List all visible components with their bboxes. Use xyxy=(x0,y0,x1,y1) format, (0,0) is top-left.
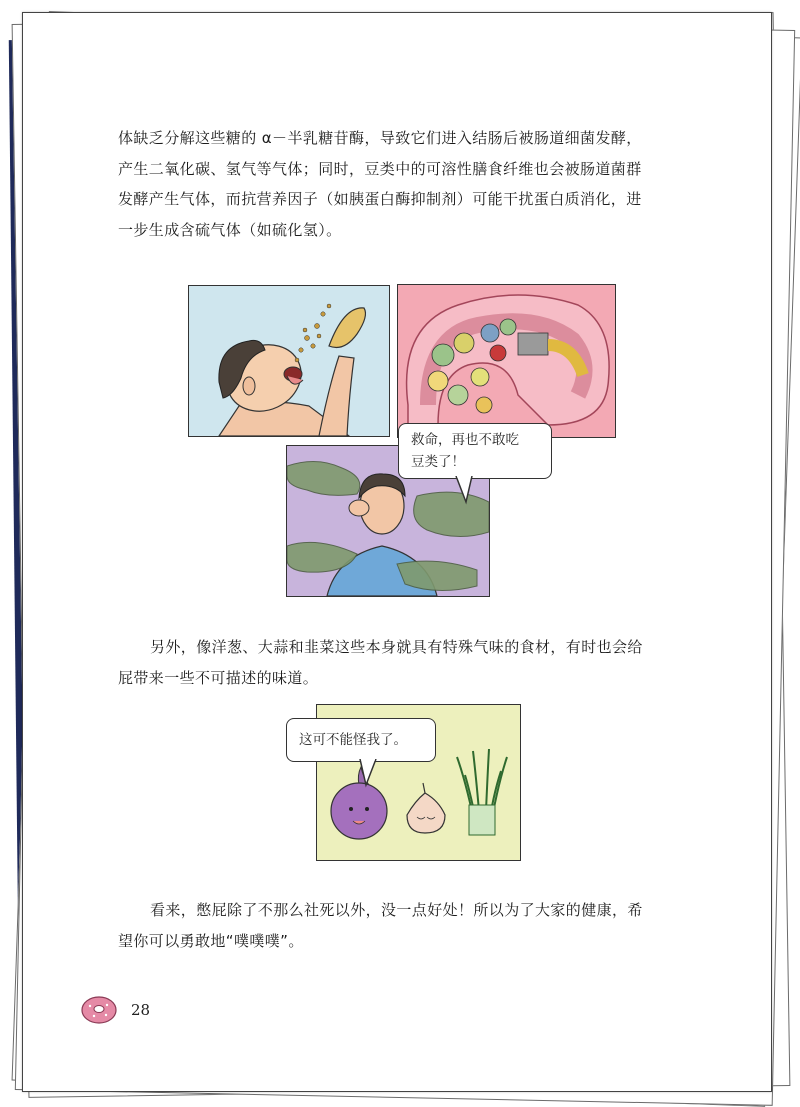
paragraph-conclusion xyxy=(118,895,666,956)
text-line: 发酵产生气体，而抗营养因子（如胰蛋白酶抑制剂）可能干扰蛋白质消化，进 xyxy=(118,190,642,208)
bubble-line: 豆类了！ xyxy=(411,454,465,470)
garlic-icon xyxy=(407,793,445,833)
speech-bubble-help xyxy=(398,423,552,479)
text-line: 望你可以勇敢地“噗噗噗”。 xyxy=(118,931,304,950)
comic-panel-eating-beans xyxy=(188,285,390,437)
text-line: 体缺乏分解这些糖的 α－半乳糖苷酶，导致它们进入结肠后被肠道细菌发酵， xyxy=(118,129,642,147)
text-line: 一步生成含硫气体（如硫化氢）。 xyxy=(118,220,342,239)
bubble-line: 救命，再也不敢吃 xyxy=(411,432,519,448)
paragraph-gas-causes xyxy=(118,123,666,245)
page-number: 28 xyxy=(131,1001,151,1019)
speech-bubble-tail xyxy=(356,759,386,789)
text-line: 另外，像洋葱、大蒜和韭菜这些本身就具有特殊气味的食材，有时也会给 xyxy=(150,638,643,656)
speech-bubble-not-my-fault xyxy=(286,718,436,762)
donut-icon xyxy=(80,994,118,1026)
paragraph-odor-foods xyxy=(118,632,666,693)
text-line: 屁带来一些不可描述的味道。 xyxy=(118,668,319,687)
comic-panel-intestine xyxy=(397,284,616,438)
onion-icon xyxy=(331,783,387,839)
bubble-line: 这可不能怪我了。 xyxy=(299,732,407,748)
speech-bubble-tail xyxy=(452,476,482,506)
text-line: 产生二氧化碳、氢气等气体；同时，豆类中的可溶性膳食纤维也会被肠道菌群 xyxy=(118,159,642,178)
intestine-illustration xyxy=(398,285,615,437)
text-line: 看来，憋屁除了不那么社死以外，没一点好处！所以为了大家的健康，希 xyxy=(150,901,643,919)
boy-eating-beans-illustration xyxy=(189,286,389,436)
